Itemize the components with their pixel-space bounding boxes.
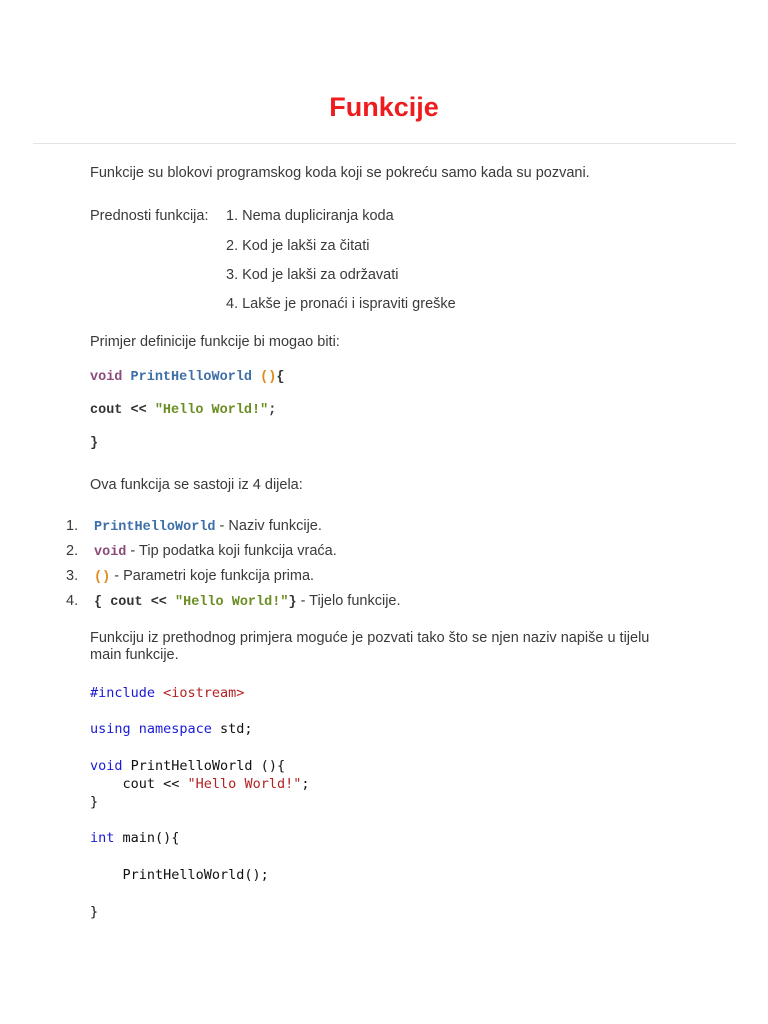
- main-code-using: [90, 721, 253, 737]
- advantage-item: 3. Kod je lakši za održavati: [226, 267, 399, 283]
- main-code-void: [90, 758, 285, 774]
- code-text: main(){: [114, 830, 180, 846]
- code-semicolon: ;: [268, 403, 277, 418]
- code-keyword: void: [90, 758, 123, 774]
- code-keyword: #include: [90, 685, 156, 701]
- code-keyword: using namespace: [90, 721, 212, 737]
- advantage-item: 1. Nema dupliciranja koda: [226, 208, 394, 224]
- example-code-line-2: [90, 403, 276, 418]
- code-text: }: [90, 904, 99, 920]
- list-item: [66, 593, 401, 610]
- code-keyword: int: [90, 830, 115, 846]
- code-text: PrintHelloWorld();: [90, 867, 269, 883]
- list-item: [66, 518, 322, 535]
- inline-code: void: [94, 545, 127, 560]
- code-text: ;: [301, 776, 310, 792]
- main-code-cout: [90, 776, 309, 792]
- main-code-call: [90, 867, 269, 883]
- inline-code: { cout <<: [94, 595, 176, 610]
- main-code-int: [90, 830, 179, 846]
- intro-text: Funkcije su blokovi programskog koda koji se pokreću samo kada su pozvani.: [90, 165, 590, 181]
- title-divider: [33, 143, 736, 144]
- example-intro: Primjer definicije funkcije bi mogao biti:: [90, 334, 340, 350]
- code-brace: }: [90, 436, 99, 451]
- code-brace: {: [276, 370, 285, 385]
- list-text: - Parametri koje funkcija prima.: [110, 568, 315, 584]
- code-string: "Hello World!": [187, 776, 302, 792]
- code-header: <iostream>: [155, 685, 245, 701]
- code-cout: cout <<: [90, 403, 155, 418]
- list-number: 4.: [66, 593, 79, 609]
- list-number: 3.: [66, 568, 79, 584]
- code-text: std;: [211, 721, 253, 737]
- advantages-label: Prednosti funkcija:: [90, 208, 209, 224]
- list-number: 2.: [66, 543, 79, 559]
- main-code-close: [90, 904, 98, 920]
- list-text: - Naziv funkcije.: [215, 518, 322, 534]
- list-text: - Tijelo funkcije.: [296, 593, 401, 609]
- code-text: cout <<: [90, 776, 188, 792]
- list-item: [66, 543, 337, 560]
- parts-intro: Ova funkcija se sastoji iz 4 dijela:: [90, 477, 303, 493]
- inline-code: (): [94, 570, 111, 585]
- inline-code: PrintHelloWorld: [94, 520, 216, 535]
- code-string: "Hello World!": [154, 403, 269, 418]
- inline-code: }: [288, 595, 297, 610]
- main-code-close: [90, 794, 98, 810]
- example-code-line-1: [90, 370, 284, 385]
- inline-code-string: "Hello World!": [175, 595, 289, 610]
- example-code-line-3: [90, 436, 98, 451]
- code-text: PrintHelloWorld (){: [122, 758, 286, 774]
- list-text: - Tip podatka koji funkcija vraća.: [126, 543, 337, 559]
- list-number: 1.: [66, 518, 79, 534]
- code-parens: (): [260, 370, 277, 385]
- code-text: }: [90, 794, 99, 810]
- list-item: [66, 568, 314, 585]
- page-title: Funkcije: [329, 92, 439, 122]
- code-function-name: PrintHelloWorld: [130, 370, 253, 385]
- advantage-item: 4. Lakše je pronaći i ispraviti greške: [226, 296, 456, 312]
- advantage-item: 2. Kod je lakši za čitati: [226, 238, 370, 254]
- main-code-include: [90, 685, 244, 701]
- code-keyword: void: [90, 370, 123, 385]
- call-intro: Funkciju iz prethodnog primjera moguće je pozvati tako što se njen naziv napiše u tijelu main funkcije.: [90, 630, 650, 663]
